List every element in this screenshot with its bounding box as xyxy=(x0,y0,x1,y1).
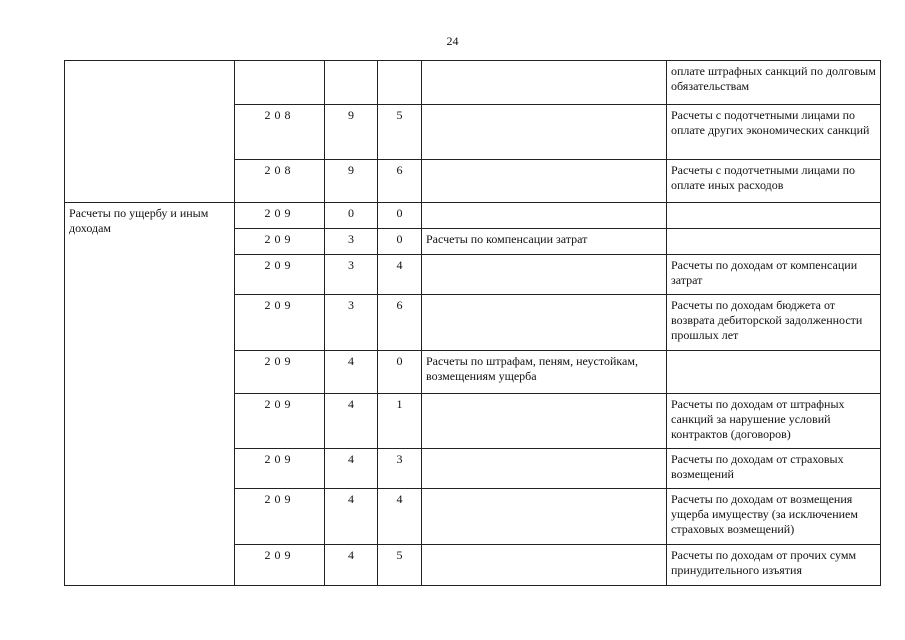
account-code: 209 xyxy=(235,229,325,255)
level2-name: Расчеты с подотчетными лицами по оплате иных расходов xyxy=(667,160,881,203)
level2-name: Расчеты по доходам от штрафных санкций за нарушение условий контрактов (договоров) xyxy=(667,394,881,449)
level1-name xyxy=(422,105,667,160)
group-code: 0 xyxy=(325,203,378,229)
level2-name: оплате штрафных санкций по долговым обязательствам xyxy=(667,61,881,105)
level1-name: Расчеты по штрафам, пеням, неустойкам, возмещениям ущерба xyxy=(422,351,667,394)
group-code: 4 xyxy=(325,351,378,394)
account-code: 209 xyxy=(235,203,325,229)
page-number: 24 xyxy=(446,34,459,48)
account-code: 209 xyxy=(235,351,325,394)
level1-name xyxy=(422,203,667,229)
level1-name xyxy=(422,255,667,295)
level1-name: Расчеты по компенсации затрат xyxy=(422,229,667,255)
level2-name xyxy=(667,203,881,229)
subgroup-code: 4 xyxy=(378,489,422,545)
group-code: 9 xyxy=(325,160,378,203)
group-code: 9 xyxy=(325,105,378,160)
level2-name xyxy=(667,229,881,255)
account-code: 209 xyxy=(235,255,325,295)
group-code: 3 xyxy=(325,255,378,295)
level1-name xyxy=(422,449,667,489)
group-code: 4 xyxy=(325,489,378,545)
group-code: 4 xyxy=(325,449,378,489)
account-code: 209 xyxy=(235,449,325,489)
account-code: 209 xyxy=(235,545,325,586)
level2-name: Расчеты по доходам от страховых возмещений xyxy=(667,449,881,489)
subgroup-code: 6 xyxy=(378,160,422,203)
subgroup-code: 0 xyxy=(378,351,422,394)
account-code: 209 xyxy=(235,295,325,351)
subgroup-code: 0 xyxy=(378,203,422,229)
account-code: 209 xyxy=(235,394,325,449)
level1-name xyxy=(422,160,667,203)
level2-name: Расчеты по доходам от компенсации затрат xyxy=(667,255,881,295)
group-label: Расчеты по ущербу и иным доходам xyxy=(65,203,235,586)
account-code: 208 xyxy=(235,160,325,203)
group-code: 3 xyxy=(325,295,378,351)
subgroup-code: 6 xyxy=(378,295,422,351)
level2-name xyxy=(667,351,881,394)
group-code: 4 xyxy=(325,545,378,586)
group-code: 4 xyxy=(325,394,378,449)
level1-name xyxy=(422,394,667,449)
level1-name xyxy=(422,61,667,105)
level1-name xyxy=(422,545,667,586)
account-code: 209 xyxy=(235,489,325,545)
subgroup-code: 5 xyxy=(378,105,422,160)
table-row xyxy=(65,203,881,229)
subgroup-code: 5 xyxy=(378,545,422,586)
group-code: 3 xyxy=(325,229,378,255)
group-code xyxy=(325,61,378,105)
subgroup-code: 0 xyxy=(378,229,422,255)
level2-name: Расчеты по доходам бюджета от возврата дебиторской задолженности прошлых лет xyxy=(667,295,881,351)
level2-name: Расчеты по доходам от прочих сумм принудительного изъятия xyxy=(667,545,881,586)
level1-name xyxy=(422,295,667,351)
subgroup-code: 4 xyxy=(378,255,422,295)
level1-name xyxy=(422,489,667,545)
subgroup-code: 1 xyxy=(378,394,422,449)
group-cell xyxy=(65,61,235,203)
accounts-table xyxy=(64,60,881,586)
table-row xyxy=(65,61,881,105)
subgroup-code xyxy=(378,61,422,105)
subgroup-code: 3 xyxy=(378,449,422,489)
account-code: 208 xyxy=(235,105,325,160)
level2-name: Расчеты с подотчетными лицами по оплате других экономических санкций xyxy=(667,105,881,160)
account-code xyxy=(235,61,325,105)
level2-name: Расчеты по доходам от возмещения ущерба имуществу (за исключением страховых возмещений) xyxy=(667,489,881,545)
